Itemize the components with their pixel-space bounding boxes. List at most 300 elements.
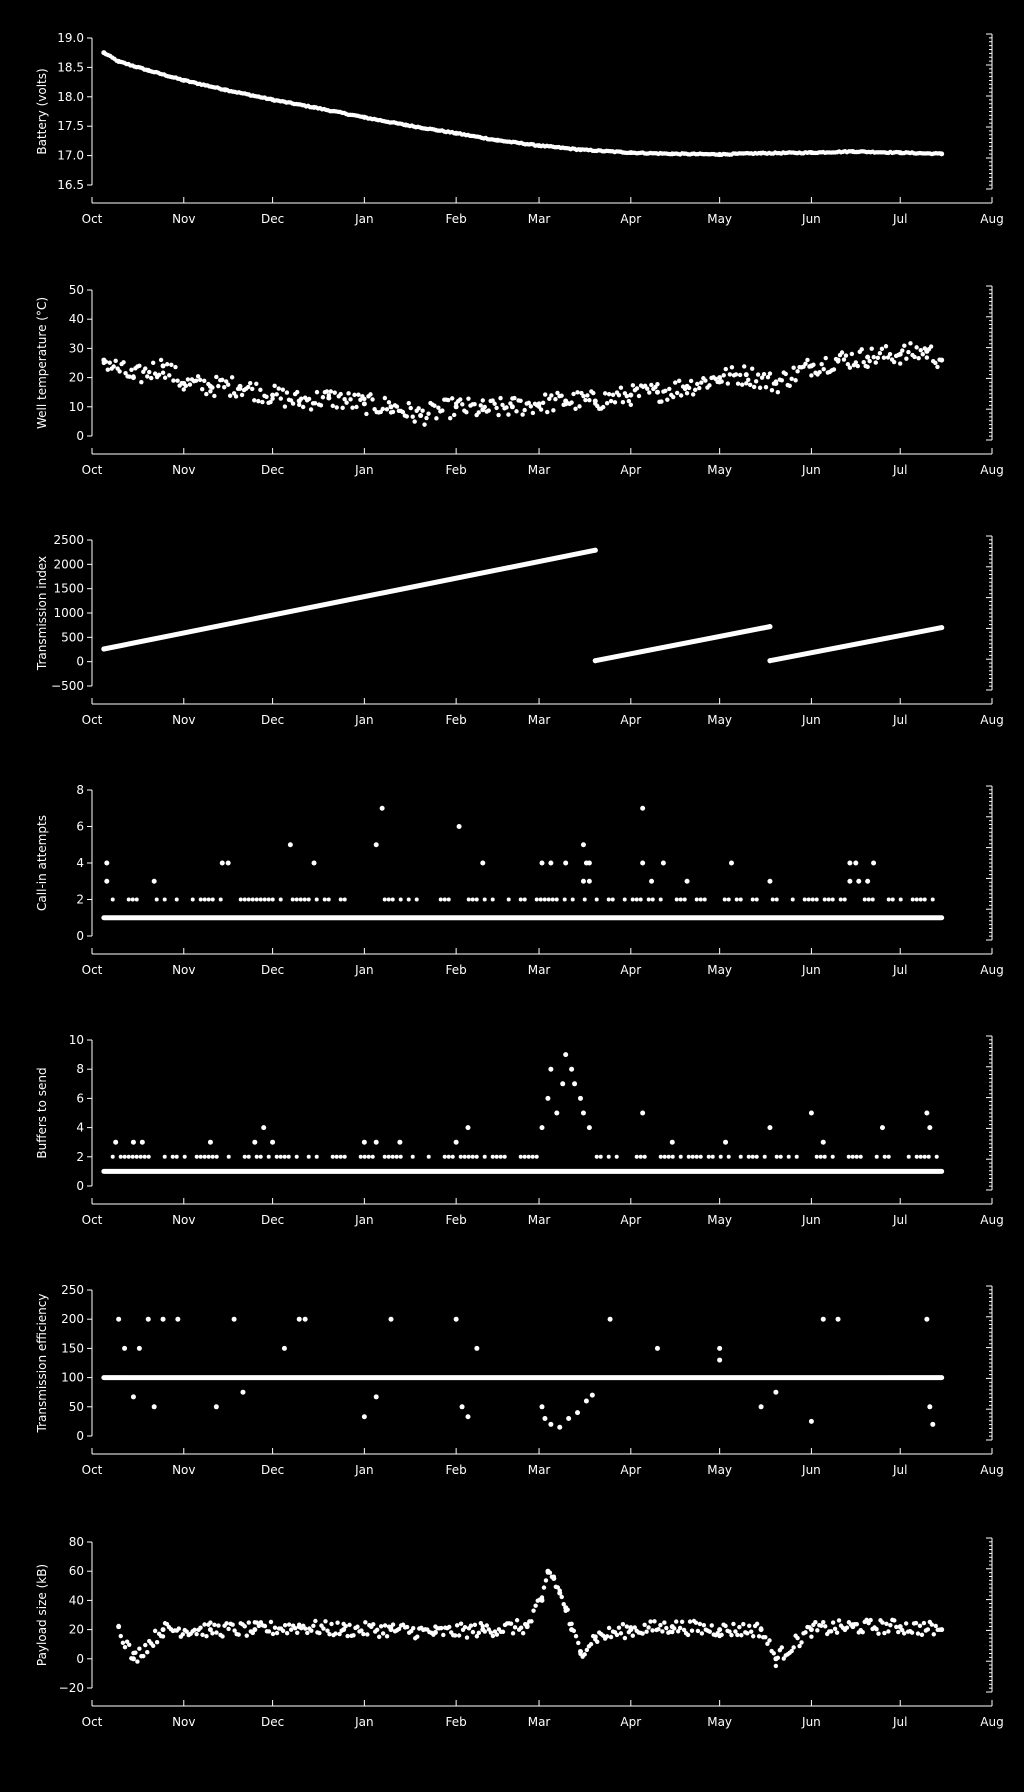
level-point [211,898,215,902]
level-point [119,1155,123,1159]
trend-point [601,405,605,409]
trend-point [605,1634,609,1638]
trend-point [848,366,852,370]
trend-point [345,1634,349,1638]
trend-point [240,393,244,397]
x-tick-label: Oct [81,713,103,727]
trend-point [652,1619,656,1623]
x-tick-label: Apr [620,463,642,477]
level-point [463,1155,467,1159]
data-point [655,390,660,395]
data-point [898,1624,903,1629]
trend-point [935,365,939,369]
trend-point [165,362,169,366]
trend-point [348,397,352,401]
y-tick-label: 150 [61,1341,84,1356]
trend-point [689,379,693,383]
trend-point [880,1620,884,1624]
trend-point [708,1629,712,1633]
trend-point [660,1629,664,1633]
trend-point [452,413,456,417]
data-point [717,152,722,157]
trend-point [752,385,756,389]
level-point [443,1155,447,1159]
trend-point [882,1631,886,1635]
x-tick-label: Jun [802,1715,821,1729]
x-tick-label: May [707,963,733,977]
trend-point [457,1633,461,1637]
level-point [595,898,599,902]
trend-point [764,385,768,389]
y-tick-label: 0 [76,1429,84,1443]
level-point [475,1155,479,1159]
trend-point [202,1622,206,1626]
trend-point [813,1620,817,1624]
trend-point [908,341,912,345]
data-point [389,1627,394,1632]
level-point [807,898,811,902]
level-point [519,898,523,902]
trend-point [363,1620,367,1624]
trend-point [912,355,916,359]
trend-point [736,381,740,385]
trend-point [541,401,545,405]
y-tick-label: 500 [61,630,84,645]
level-point [595,1155,599,1159]
data-point [480,861,485,866]
level-point [111,1155,115,1159]
trend-point [453,1633,457,1637]
trend-point [576,1641,580,1645]
level-point [531,1155,535,1159]
level-point [651,898,655,902]
trend-point [391,1622,395,1626]
data-point [146,1317,151,1322]
x-tick-label: Dec [260,713,285,727]
y-tick-label: 0 [76,429,84,443]
x-tick-label: Feb [445,212,467,226]
level-point [191,898,195,902]
trend-point [749,1629,753,1633]
level-point [763,1155,767,1159]
data-point [670,1140,675,1145]
level-point [623,898,627,902]
level-point [367,1155,371,1159]
level-point [227,1155,231,1159]
trend-point [884,1622,888,1626]
x-tick-label: Jan [355,463,374,477]
data-point [537,401,542,406]
trend-point [607,392,611,396]
level-point [855,1155,859,1159]
trend-point [697,386,701,390]
trend-point [494,406,498,410]
y-tick-label: 8 [76,1062,84,1077]
trend-point [575,390,579,394]
data-point [628,1627,633,1632]
data-point [540,1125,545,1130]
trend-point [799,1640,803,1644]
trend-point [127,1643,131,1647]
y-tick-label: 6 [76,819,84,834]
trend-point [321,1626,325,1630]
trend-point [690,1629,694,1633]
trend-point [236,1632,240,1636]
trend-point [307,397,311,401]
x-tick-label: May [707,463,733,477]
data-point [152,1404,157,1409]
trend-point [625,1624,629,1628]
level-point [739,1155,743,1159]
level-point [863,898,867,902]
level-point [275,1155,279,1159]
y-tick-label: −500 [51,679,84,693]
trend-point [583,1652,587,1656]
trend-point [819,362,823,366]
trend-point [495,1632,499,1636]
data-point [590,1393,595,1398]
y-tick-label: 200 [61,1312,84,1327]
trend-point [805,358,809,362]
level-point [363,1155,367,1159]
x-tick-label: Apr [620,1463,642,1477]
x-tick-label: Apr [620,1213,642,1227]
data-point [836,358,841,363]
trend-point [627,399,631,403]
level-point [175,1155,179,1159]
trend-point [198,1625,202,1629]
level-point [755,898,759,902]
trend-point [748,383,752,387]
trend-point [149,376,153,380]
x-tick-label: Mar [527,1463,551,1477]
trend-point [739,1633,743,1637]
level-point [607,1155,611,1159]
level-point [343,898,347,902]
data-point [374,1394,379,1399]
y-axis-label: Well temperature (°C) [35,296,49,430]
trend-point [719,1633,723,1637]
trend-point [119,1634,123,1638]
data-point [587,861,592,866]
trend-point [842,357,846,361]
trend-point [791,365,795,369]
data-point [474,1346,479,1351]
trend-point [671,395,675,399]
trend-point [648,1619,652,1623]
y-tick-label: 4 [76,856,84,870]
data-point [548,861,553,866]
x-tick-label: Nov [172,1715,196,1729]
trend-point [787,384,791,388]
trend-point [252,398,256,402]
trend-point [837,1618,841,1622]
trend-point [513,1625,517,1629]
y-tick-label: 0 [76,1179,84,1193]
level-point [659,1155,663,1159]
trend-point [780,378,784,382]
data-point [865,355,870,360]
trend-point [208,1620,212,1624]
trend-point [531,1608,535,1612]
x-tick-label: Jun [802,1463,821,1477]
x-tick-label: Mar [527,1715,551,1729]
trend-point [888,1623,892,1627]
level-point [643,1155,647,1159]
trend-point [186,377,190,381]
data-point [729,861,734,866]
trend-point [815,1628,819,1632]
data-point [270,97,275,102]
data-point [525,1624,530,1629]
trend-point [275,1631,279,1635]
trend-point [323,1619,327,1623]
x-tick-label: Nov [172,212,196,226]
trend-point [409,406,413,410]
trend-point [113,359,117,363]
trend-point [694,1621,698,1625]
data-point [548,1067,553,1072]
level-point [415,898,419,902]
y-tick-label: 19.0 [57,31,84,45]
y-tick-label: −20 [58,1681,84,1695]
data-point [104,879,109,884]
trend-point [487,408,491,412]
level-point [699,898,703,902]
trend-point [181,1632,185,1636]
y-tick-label: 17.5 [57,119,84,134]
x-tick-label: Jan [355,212,374,226]
x-tick-label: Mar [527,713,551,727]
data-point [821,1140,826,1145]
x-tick-label: Feb [445,463,467,477]
trend-point [809,1635,813,1639]
level-point [183,1155,187,1159]
data-point [575,1410,580,1415]
level-point [671,1155,675,1159]
data-point [131,1394,136,1399]
x-tick-label: Oct [81,1715,103,1729]
x-tick-label: Jan [355,713,374,727]
data-point [569,1067,574,1072]
x-tick-label: Apr [620,963,642,977]
level-point [255,898,259,902]
level-point [675,898,679,902]
trend-point [553,397,557,401]
trend-point [930,1622,934,1626]
trend-point [254,382,258,386]
trend-point [583,398,587,402]
data-point [809,1627,814,1632]
level-point [335,1155,339,1159]
trend-point [730,365,734,369]
y-tick-label: 2 [76,892,84,907]
trend-point [216,1623,220,1627]
data-point [540,1404,545,1409]
data-point [557,1425,562,1430]
trend-point [212,394,216,398]
trend-point [460,402,464,406]
level-point [499,1155,503,1159]
trend-point [108,361,112,365]
level-point [775,1155,779,1159]
trend-point [139,380,143,384]
trend-point [368,392,372,396]
trend-point [407,401,411,405]
trend-point [919,348,923,352]
trend-point [531,411,535,415]
data-point [140,1140,145,1145]
trend-point [121,360,125,364]
level-point [207,898,211,902]
level-point [851,1155,855,1159]
data-point [649,879,654,884]
level-point [871,898,875,902]
trend-point [699,380,703,384]
trend-point [230,1623,234,1627]
trend-point [729,1633,733,1637]
data-point [161,1627,166,1632]
data-point [374,1140,379,1145]
trend-point [529,404,533,408]
data-point [759,1627,764,1632]
y-tick-label: 50 [68,1399,84,1414]
trend-point [476,410,480,414]
level-point [775,898,779,902]
data-point [122,1346,127,1351]
trend-point [844,353,848,357]
level-point [535,898,539,902]
trend-point [355,1625,359,1629]
data-point [116,1317,121,1322]
level-point [727,898,731,902]
y-tick-label: 17.0 [57,148,84,163]
level-point [443,898,447,902]
y-axis-label: Payload size (kB) [35,1563,49,1667]
x-tick-label: Jul [892,713,908,727]
trend-point [311,1624,315,1628]
level-point [523,1155,527,1159]
data-point [312,105,317,110]
trend-point [609,1635,613,1639]
trend-point [411,415,415,419]
data-point [924,349,929,354]
trend-point [481,398,485,402]
trend-point [929,344,933,348]
trend-point [896,1630,900,1634]
data-point [871,861,876,866]
level-point [279,898,283,902]
level-point [263,898,267,902]
level-point [203,1155,207,1159]
trend-point [741,1622,745,1626]
trend-point [200,387,204,391]
trend-point [609,399,613,403]
level-point [691,1155,695,1159]
x-tick-label: Jun [802,212,821,226]
level-point [935,1155,939,1159]
y-tick-label: 0 [76,654,84,669]
trend-point [882,355,886,359]
trend-point [405,414,409,418]
y-tick-label: 2000 [53,557,84,572]
data-point [566,1416,571,1421]
data-point [717,1346,722,1351]
level-point [295,898,299,902]
trend-point [439,1626,443,1630]
level-point [631,898,635,902]
x-tick-label: Feb [445,1715,467,1729]
level-point [467,1155,471,1159]
trend-point [933,361,937,365]
trend-point [623,1636,627,1640]
trend-point [365,1632,369,1636]
trend-point [831,1620,835,1624]
data-point [924,1111,929,1116]
trend-point [422,422,426,426]
trend-point [581,394,585,398]
level-point [243,1155,247,1159]
level-point [203,898,207,902]
level-point [639,898,643,902]
trend-point [824,356,828,360]
trend-point [925,355,929,359]
trend-point [878,351,882,355]
level-point [395,1155,399,1159]
y-tick-label: 1500 [53,581,84,596]
trend-point [514,409,518,413]
trend-point [228,394,232,398]
trend-point [776,390,780,394]
data-point [152,879,157,884]
trend-point [198,378,202,382]
data-point [924,1317,929,1322]
level-point [127,1155,131,1159]
level-point [823,898,827,902]
y-tick-label: 40 [68,312,84,327]
level-point [439,898,443,902]
data-point [880,1125,885,1130]
trend-point [898,361,902,365]
trend-point [615,1633,619,1637]
trend-point [710,1623,714,1627]
trend-point [667,387,671,391]
trend-point [269,1620,273,1624]
x-tick-label: Oct [81,212,103,226]
y-axis-label: Battery (volts) [35,68,49,155]
data-point [454,131,459,136]
trend-point [161,1634,165,1638]
trend-point [856,364,860,368]
x-tick-label: May [707,1463,733,1477]
x-tick-label: Jul [892,963,908,977]
data-point [767,879,772,884]
trend-point [309,1628,313,1632]
trend-point [655,382,659,386]
level-point [771,898,775,902]
level-point [427,1155,431,1159]
trend-point [263,1624,267,1628]
trend-point [544,1578,548,1582]
data-point [685,879,690,884]
x-tick-label: Feb [445,1463,467,1477]
y-tick-label: 8 [76,783,84,797]
level-point [687,1155,691,1159]
data-point [717,1627,722,1632]
level-point [723,898,727,902]
trend-point [855,1622,859,1626]
level-point [551,898,555,902]
